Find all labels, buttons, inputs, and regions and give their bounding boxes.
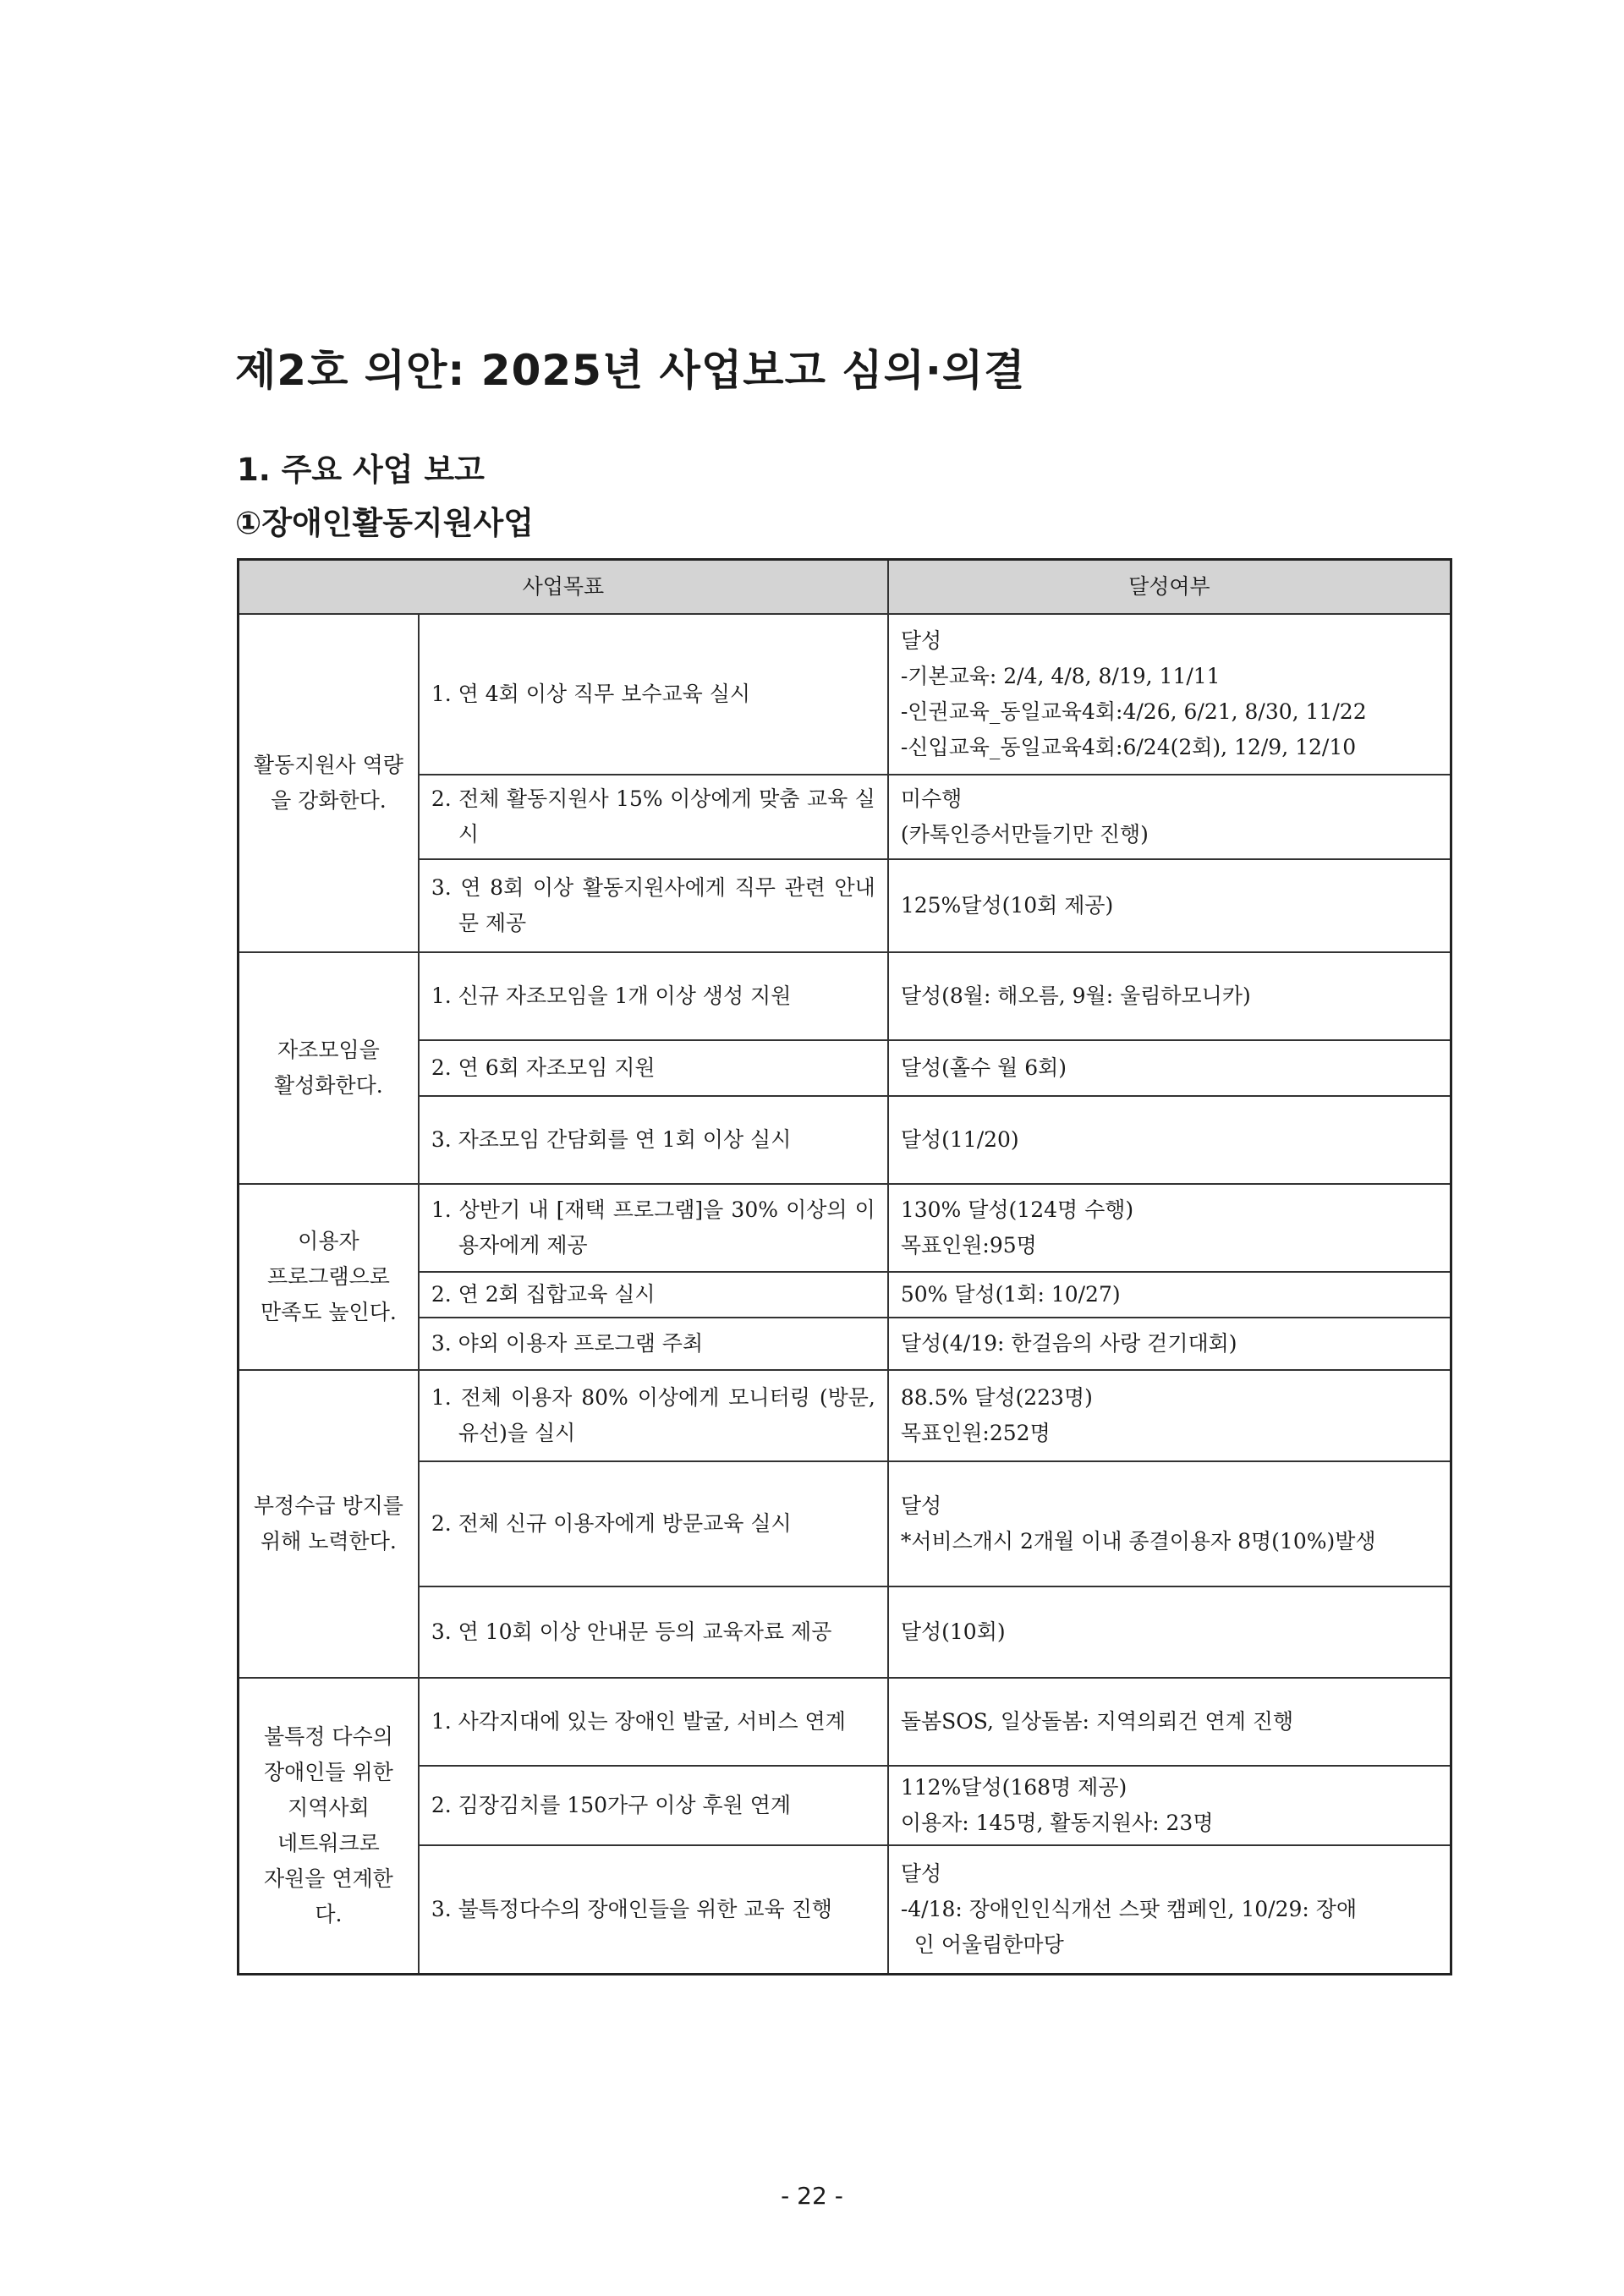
- goal-cell: [419, 775, 888, 859]
- category-line: 네트워크로: [277, 1830, 380, 1855]
- result-line: 돌봄SOS, 일상돌봄: 지역의뢰건 연계 진행: [900, 1709, 1294, 1734]
- result-line: 달성: [900, 628, 942, 653]
- category-line: 부정수급 방지를: [253, 1493, 403, 1518]
- result-line: 달성: [900, 1493, 942, 1518]
- result-cell: [888, 952, 1451, 1040]
- category-line: 불특정 다수의: [263, 1723, 393, 1749]
- table-row: [239, 1678, 1451, 1766]
- category-cell: [239, 952, 419, 1184]
- table-row: [239, 859, 1451, 952]
- result-line: *서비스개시 2개월 이내 종결이용자 8명(10%)발생: [900, 1529, 1376, 1553]
- goal-cell: [419, 1461, 888, 1586]
- goal-text: 2. 연 2회 집합교육 실시: [431, 1282, 656, 1307]
- table-body: [239, 614, 1451, 1974]
- category-line: 활동지원사 역량: [253, 753, 403, 777]
- header-business-goal: 사업목표: [239, 560, 888, 615]
- result-line: (카톡인증서만들기만 진행): [900, 822, 1149, 847]
- result-line: 달성: [900, 1860, 942, 1886]
- result-cell: [888, 1040, 1451, 1096]
- result-line: -신입교육_동일교육4회:6/24(2회), 12/9, 12/10: [900, 735, 1357, 759]
- goal-cell: [419, 952, 888, 1040]
- goal-text: 2. 전체 활동지원사 15% 이상에게 맞춤 교육 실시: [431, 786, 875, 847]
- goal-cell: [419, 1184, 888, 1272]
- header-achievement: 달성여부: [888, 560, 1451, 615]
- goal-cell: [419, 1040, 888, 1096]
- result-line: 125%달성(10회 제공): [900, 893, 1114, 918]
- table-row: [239, 1040, 1451, 1096]
- goal-cell: [419, 1272, 888, 1318]
- goal-text: 3. 연 10회 이상 안내문 등의 교육자료 제공: [431, 1619, 832, 1644]
- category-cell: [239, 1184, 419, 1370]
- result-line: 달성(8월: 해오름, 9월: 울림하모니카): [900, 984, 1251, 1008]
- result-line: 50% 달성(1회: 10/27): [900, 1282, 1121, 1307]
- table-row: [239, 1766, 1451, 1845]
- result-cell: [888, 1586, 1451, 1678]
- result-cell: [888, 1272, 1451, 1318]
- result-line: 달성(4/19: 한걸음의 사랑 걷기대회): [900, 1331, 1237, 1356]
- goal-cell: [419, 614, 888, 775]
- result-line: -인권교육_동일교육4회:4/26, 6/21, 8/30, 11/22: [900, 699, 1367, 724]
- goal-text: 1. 신규 자조모임을 1개 이상 생성 지원: [431, 984, 792, 1008]
- result-cell: [888, 614, 1451, 775]
- goal-text: 1. 전체 이용자 80% 이상에게 모니터링 (방문, 유선)을 실시: [431, 1385, 875, 1445]
- category-line: 프로그램으로: [266, 1264, 390, 1289]
- goal-cell: [419, 1586, 888, 1678]
- table-row: [239, 1272, 1451, 1318]
- result-line: 이용자: 145명, 활동지원사: 23명: [900, 1811, 1214, 1835]
- table-row: [239, 1461, 1451, 1586]
- table-row: [239, 1184, 1451, 1272]
- result-line: 달성(11/20): [900, 1127, 1019, 1152]
- goal-text: 2. 김장김치를 150가구 이상 후원 연계: [431, 1793, 792, 1817]
- result-line: 130% 달성(124명 수행): [900, 1197, 1134, 1222]
- category-line: 만족도 높인다.: [261, 1300, 397, 1324]
- category-line: 지역사회: [288, 1795, 370, 1820]
- result-cell: [888, 1845, 1451, 1974]
- category-cell: [239, 614, 419, 952]
- goal-text: 3. 야외 이용자 프로그램 주최: [431, 1331, 704, 1356]
- result-cell: [888, 1184, 1451, 1272]
- result-line: 목표인원:95명: [900, 1233, 1037, 1258]
- result-cell: [888, 1318, 1451, 1370]
- table-row: [239, 1318, 1451, 1370]
- category-line: 위해 노력한다.: [261, 1529, 397, 1553]
- result-line: -기본교육: 2/4, 4/8, 8/19, 11/11: [900, 664, 1221, 688]
- goal-cell: [419, 859, 888, 952]
- result-line: 인 어울림한마당: [900, 1932, 1064, 1957]
- category-line: 장애인들 위한: [263, 1759, 393, 1784]
- table-header-row: [239, 560, 1451, 615]
- result-line: 112%달성(168명 제공): [900, 1775, 1127, 1800]
- category-line: 자원을 연계한다.: [263, 1866, 393, 1926]
- result-cell: [888, 859, 1451, 952]
- goal-text: 1. 사각지대에 있는 장애인 발굴, 서비스 연계: [431, 1709, 846, 1734]
- page-number: - 22 -: [781, 2182, 843, 2210]
- result-line: 목표인원:252명: [900, 1421, 1051, 1445]
- goal-cell: [419, 1845, 888, 1974]
- category-cell: [239, 1370, 419, 1678]
- goal-text: 1. 연 4회 이상 직무 보수교육 실시: [431, 682, 751, 706]
- table-row: [239, 1370, 1451, 1461]
- goal-cell: [419, 1318, 888, 1370]
- result-cell: [888, 1678, 1451, 1766]
- goal-cell: [419, 1766, 888, 1845]
- page-title: 제2호 의안: 2025년 사업보고 심의·의결: [235, 346, 1026, 395]
- result-line: 달성(홀수 월 6회): [900, 1055, 1067, 1080]
- goal-text: 3. 불특정다수의 장애인들을 위한 교육 진행: [431, 1896, 832, 1921]
- goal-text: 2. 연 6회 자조모임 지원: [431, 1055, 656, 1080]
- table-row: [239, 1845, 1451, 1974]
- result-line: 달성(10회): [900, 1619, 1006, 1644]
- goal-cell: [419, 1096, 888, 1184]
- goal-text: 1. 상반기 내 [재택 프로그램]을 30% 이상의 이용자에게 제공: [431, 1197, 875, 1258]
- category-line: 을 강화한다.: [271, 788, 387, 813]
- result-line: 88.5% 달성(223명): [900, 1385, 1093, 1410]
- table-row: [239, 1096, 1451, 1184]
- category-line: 자조모임을: [277, 1038, 380, 1062]
- subsection-heading: ①장애인활동지원사업: [235, 505, 535, 541]
- goal-cell: [419, 1678, 888, 1766]
- result-cell: [888, 1766, 1451, 1845]
- category-line: 활성화한다.: [274, 1073, 383, 1098]
- goal-text: 3. 연 8회 이상 활동지원사에게 직무 관련 안내문 제공: [431, 875, 875, 935]
- result-cell: [888, 1370, 1451, 1461]
- goal-text: 2. 전체 신규 이용자에게 방문교육 실시: [431, 1511, 792, 1536]
- section-heading: 1. 주요 사업 보고: [237, 452, 485, 488]
- table-row: [239, 775, 1451, 859]
- result-cell: [888, 1096, 1451, 1184]
- goal-cell: [419, 1370, 888, 1461]
- result-line: 미수행: [900, 786, 963, 811]
- table-row: [239, 614, 1451, 775]
- goal-text: 3. 자조모임 간담회를 연 1회 이상 실시: [431, 1127, 792, 1152]
- result-cell: [888, 1461, 1451, 1586]
- table-row: [239, 1586, 1451, 1678]
- result-cell: [888, 775, 1451, 859]
- category-cell: [239, 1678, 419, 1974]
- result-line: -4/18: 장애인인식개선 스팟 캠페인, 10/29: 장애: [900, 1896, 1358, 1921]
- business-report-table: [237, 558, 1452, 1975]
- table-row: [239, 952, 1451, 1040]
- category-line: 이용자: [298, 1229, 359, 1253]
